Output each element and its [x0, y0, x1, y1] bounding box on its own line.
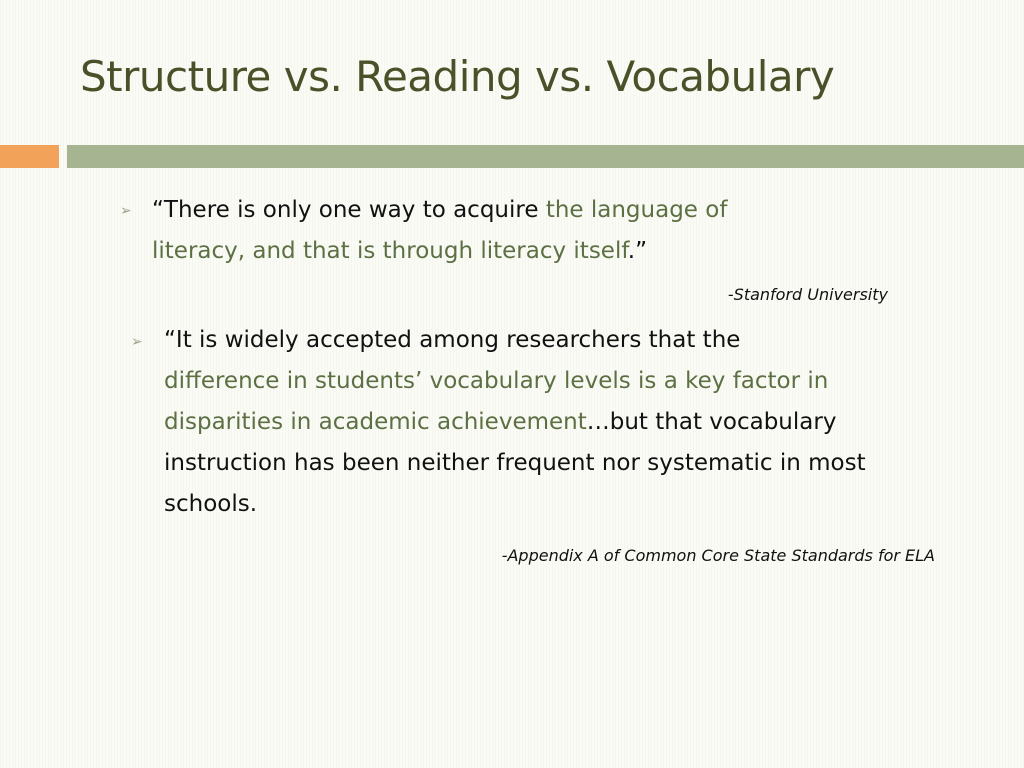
quote-1-text: “There is only one way to acquire — [152, 197, 546, 223]
quote-2-line-5 — [164, 484, 866, 525]
quote-2-text: instruction has been neither frequent nor systematic in most — [164, 450, 866, 476]
slide-title: Structure vs. Reading vs. Vocabulary — [80, 52, 835, 101]
quote-1-source: -Stanford University — [727, 285, 888, 304]
accent-bar-orange — [0, 145, 59, 168]
accent-bar-green — [67, 145, 1024, 168]
quote-1-line-1 — [152, 190, 727, 231]
arrowhead-bullet-icon: ➢ — [131, 334, 143, 350]
quote-1-line-2 — [152, 231, 727, 272]
quote-2 — [164, 320, 866, 525]
quote-2-text: …but that vocabulary — [586, 409, 837, 435]
quote-1-highlight: the language of — [545, 197, 728, 223]
quote-2-text: schools. — [164, 491, 258, 517]
quote-2-line-3 — [164, 402, 866, 443]
quote-2-highlight: disparities in academic achievement — [164, 409, 587, 435]
quote-1-highlight: literacy, and that is through literacy itself — [152, 238, 628, 264]
quote-2-line-1 — [164, 320, 866, 361]
quote-1 — [152, 190, 727, 272]
quote-1-text: .” — [627, 238, 648, 264]
quote-2-line-4 — [164, 443, 866, 484]
quote-2-line-2 — [164, 361, 866, 402]
quote-2-source: -Appendix A of Common Core State Standards for ELA — [501, 546, 935, 565]
arrowhead-bullet-icon: ➢ — [120, 203, 132, 219]
quote-2-text: “It is widely accepted among researchers that the — [164, 327, 741, 353]
quote-2-highlight: difference in students’ vocabulary levels is a key factor in — [164, 368, 829, 394]
